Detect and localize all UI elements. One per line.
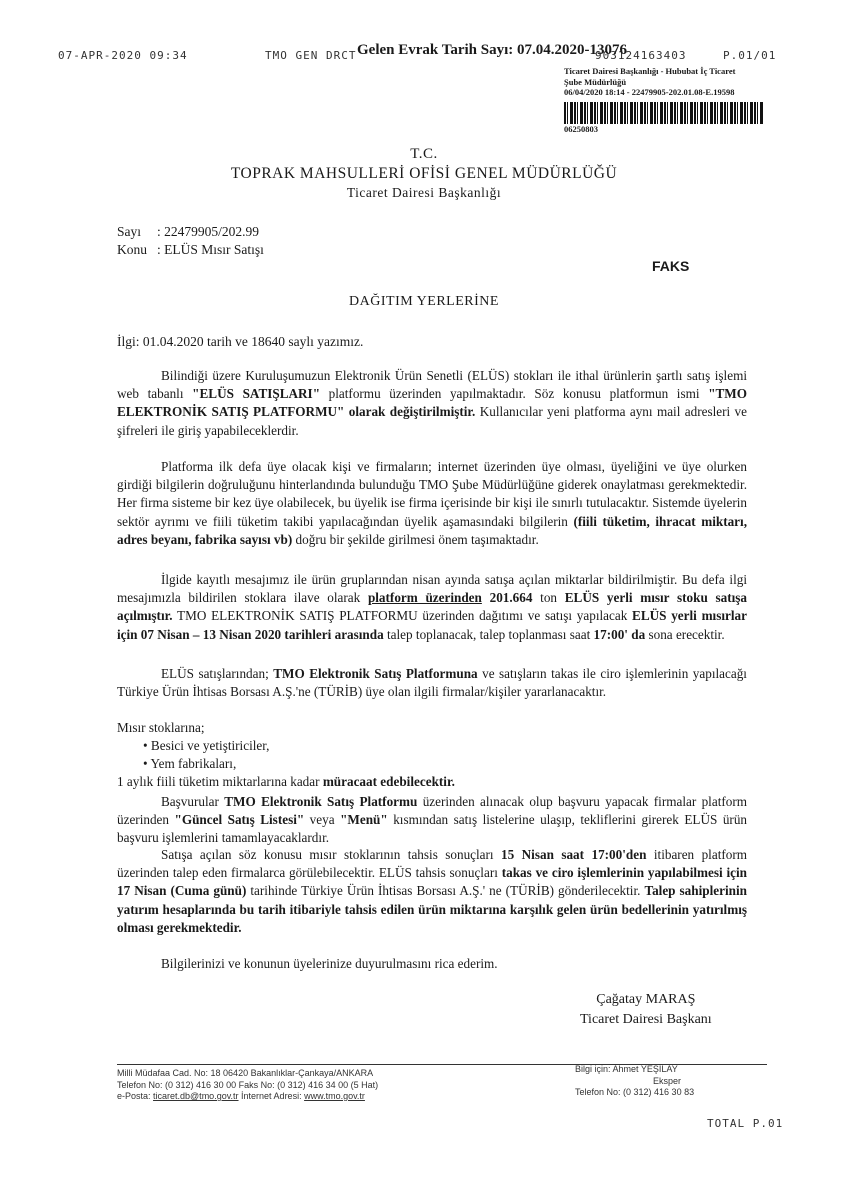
paragraph-2 bbox=[117, 458, 747, 549]
list-item-text: Yem fabrikaları, bbox=[150, 756, 237, 771]
text: ve satışların takas ile ciro işlemlerinin yapılacağı Türkiye Ürün İhtisas Borsası A.Ş.'ne (TÜRİB) üye olan ilgili firmalar/kişiler yararlanacaktır. bbox=[117, 666, 747, 700]
stamp-line: Şube Müdürlüğü bbox=[564, 76, 627, 87]
text: ELÜS satışlarından; bbox=[161, 666, 274, 681]
footer-email-link[interactable]: ticaret.db@tmo.gov.tr bbox=[153, 1091, 239, 1101]
sayi-label: Sayı bbox=[117, 224, 142, 239]
konu-value: : ELÜS Mısır Satışı bbox=[157, 242, 264, 257]
text: TMO Elektronik Satış Platformuna bbox=[273, 666, 478, 681]
text: İnternet Adresi: bbox=[238, 1091, 305, 1101]
text: veya bbox=[304, 812, 341, 828]
text: Satışa açılan söz konusu mısır stoklarının tahsis sonuçları bbox=[161, 847, 502, 862]
text: takas ve ciro işlemlerinin yapılabilmesi için 17 Nisan (Cuma günü) bbox=[117, 865, 747, 899]
text: e-Posta: bbox=[117, 1091, 154, 1101]
fax-date-time: 07-APR-2020 09:34 bbox=[58, 49, 188, 62]
fax-number: 903124163403 bbox=[595, 49, 687, 62]
signatory-title: Ticaret Dairesi Başkanı bbox=[580, 1012, 712, 1027]
incoming-document-stamp: Gelen Evrak Tarih Sayı: 07.04.2020-13076 bbox=[357, 42, 628, 58]
department-name: Ticaret Dairesi Başkanlığı bbox=[346, 185, 502, 200]
paragraph-6 bbox=[117, 846, 747, 937]
text: 15 Nisan saat 17:00'den bbox=[501, 847, 647, 862]
recipient: DAĞITIM YERLERİNE bbox=[349, 294, 499, 309]
text: müracaat edebilecektir. bbox=[322, 774, 455, 789]
stamp-line: Ticaret Dairesi Başkanlığı - Hububat İç Ticaret bbox=[564, 66, 736, 76]
text: (fiili tüketim, ihracat miktarı, adres beyanı, fabrika sayısı vb) bbox=[117, 513, 747, 547]
info-title: Eksper bbox=[653, 1075, 682, 1086]
text: platform üzerinden bbox=[367, 590, 482, 606]
fax-page: P.01/01 bbox=[723, 49, 777, 62]
paragraph-4 bbox=[117, 665, 747, 701]
closing-line bbox=[117, 955, 747, 973]
fax-sender: TMO GEN DRCT bbox=[265, 49, 357, 62]
stocks-label: Mısır stoklarına; bbox=[117, 720, 205, 735]
text: ELÜS yerli mısırlar için 07 Nisan – 13 Nisan 2020 tarihleri arasında bbox=[117, 608, 747, 642]
text: İlgide kayıtlı mesajımız ile ürün gruplarından nisan ayında satışa açılan miktarlar bildirilmiştir. Bu defa ilgi mesajımızla bildirilen stoklara ilave olarak bbox=[117, 572, 747, 606]
text: 17:00' da bbox=[593, 626, 646, 642]
footer-web-link[interactable]: www.tmo.gov.tr bbox=[304, 1091, 365, 1101]
barcode bbox=[564, 102, 764, 124]
footer-info bbox=[575, 1064, 775, 1099]
footer-contact bbox=[117, 1068, 477, 1103]
footer-address: Milli Müdafaa Cad. No: 18 06420 Bakanlıklar-Çankaya/ANKARA bbox=[117, 1068, 374, 1078]
text: ton bbox=[532, 590, 565, 606]
text: 1 aylık fiili tüketim miktarlarına kadar bbox=[117, 774, 323, 789]
document-meta bbox=[117, 223, 264, 259]
paragraph-3 bbox=[117, 571, 747, 644]
list-item: • Yem fabrikaları, bbox=[143, 756, 237, 771]
paragraph-1 bbox=[117, 367, 747, 440]
text: platformu üzerinden yapılmaktadır. Söz konusu platformun ismi bbox=[320, 386, 709, 402]
signature-block bbox=[580, 990, 712, 1030]
text: Başvurular bbox=[161, 794, 225, 809]
text: sona erecektir. bbox=[645, 626, 725, 642]
text: ELÜS yerli mısır stoku satışa açılmıştır. bbox=[117, 590, 748, 624]
text: "Güncel Satış Listesi" bbox=[174, 812, 305, 828]
text: TMO Elektronik Satış Platformu bbox=[224, 794, 418, 809]
text: Bilgilerinizi ve konunun üyelerinize duyurulmasını rica ederim. bbox=[161, 956, 498, 971]
text: üzerinden alınacak olup başvuru yapacak firmalar platform üzerinden bbox=[117, 794, 747, 828]
text: 201.664 bbox=[489, 590, 533, 606]
text: doğru bir şekilde girilmesi önem taşımaktadır. bbox=[292, 531, 539, 547]
organization-name: TOPRAK MAHSULLERİ OFİSİ GENEL MÜDÜRLÜĞÜ bbox=[230, 165, 618, 182]
text: itibaren platform üzerinden talep eden firmalarca görülebilecektir. ELÜS tahsis sonuçları bbox=[117, 847, 747, 881]
footer-phone: Telefon No: (0 312) 416 30 00 Faks No: (0 312) 416 34 00 (5 Hat) bbox=[117, 1079, 379, 1090]
signatory-name: Çağatay MARAŞ bbox=[596, 992, 696, 1007]
text: TMO ELEKTRONİK SATIŞ PLATFORMU üzerinden dağıtımı ve satışı yapılacak bbox=[172, 608, 633, 624]
text: Kullanıcılar yeni platforma aynı mail adresleri ve şifreleri ile giriş yapabileceklerdir. bbox=[117, 404, 747, 438]
registry-stamp bbox=[564, 66, 804, 134]
reference-line: İlgi: 01.04.2020 tarih ve 18640 saylı yazımız. bbox=[117, 334, 364, 349]
text: Bilindiği üzere Kuruluşumuzun Elektronik Ürün Senetli (ELÜS) stokları ile ithal ürünlerin şartlı satış işlemi web tabanlı bbox=[117, 368, 747, 402]
text: kısmından satış listelerine ulaşıp, tekliflerini girerek ELÜS ürün başvuru işlemlerini tamamlayacaklardır. bbox=[117, 812, 748, 846]
stocks-section bbox=[117, 719, 455, 791]
faks-label: FAKS bbox=[652, 258, 690, 274]
text: "ELÜS SATIŞLARI" bbox=[192, 386, 321, 402]
fax-total: TOTAL P.01 bbox=[707, 1117, 784, 1130]
konu-label: Konu bbox=[117, 242, 147, 257]
text: talep toplanacak, talep toplanması saat bbox=[383, 626, 594, 642]
list-item-text: Besici ve yetiştiriciler, bbox=[150, 738, 270, 753]
list-item: • Besici ve yetiştiriciler, bbox=[143, 738, 270, 753]
sayi-value: : 22479905/202.99 bbox=[157, 224, 260, 239]
text: "Menü" bbox=[340, 812, 388, 828]
paragraph-5 bbox=[117, 793, 747, 848]
letterhead-tc: T.C. bbox=[410, 146, 438, 162]
info-phone: Telefon No: (0 312) 416 30 83 bbox=[575, 1087, 695, 1097]
text: Talep sahiplerinin yatırım hesaplarında bu tarih itibariyle tahsis edilen ürün miktarına karşılık gelen ürün bedellerinin yatırılmış olması gerekmektedir. bbox=[117, 883, 747, 935]
stamp-line: 06/04/2020 18:14 - 22479905-202.01.08-E.19598 bbox=[564, 87, 735, 97]
info-contact: Bilgi için: Ahmet YEŞİLAY bbox=[575, 1064, 678, 1074]
text: "TMO ELEKTRONİK SATIŞ PLATFORMU" olarak değiştirilmiştir. bbox=[117, 386, 748, 420]
letterhead bbox=[0, 145, 848, 202]
text: tarihinde Türkiye Ürün İhtisas Borsası A.Ş.' ne (TÜRİB) gönderilecektir. bbox=[246, 883, 645, 899]
text: Platforma ilk defa üye olacak kişi ve firmaların; internet üzerinden üye olması, üyeliğini ve üye olurken girdiği bilgilerin doğruluğunu hinterlandında bulunduğu TMO Şube Müdürlüğüne giderek onaylatması gerekmektedir. Her firma sisteme bir kez üye olabilecek, bu üyelik ise firma içerisinde bir kişi ile sınırlı tutulacaktır. Sistemde üyelerin sektör ayrımı ve fiili tüketim takibi yapılacağından üyelik aşamasındaki bilgilerin bbox=[117, 459, 747, 529]
barcode-number: 06250803 bbox=[564, 123, 598, 134]
